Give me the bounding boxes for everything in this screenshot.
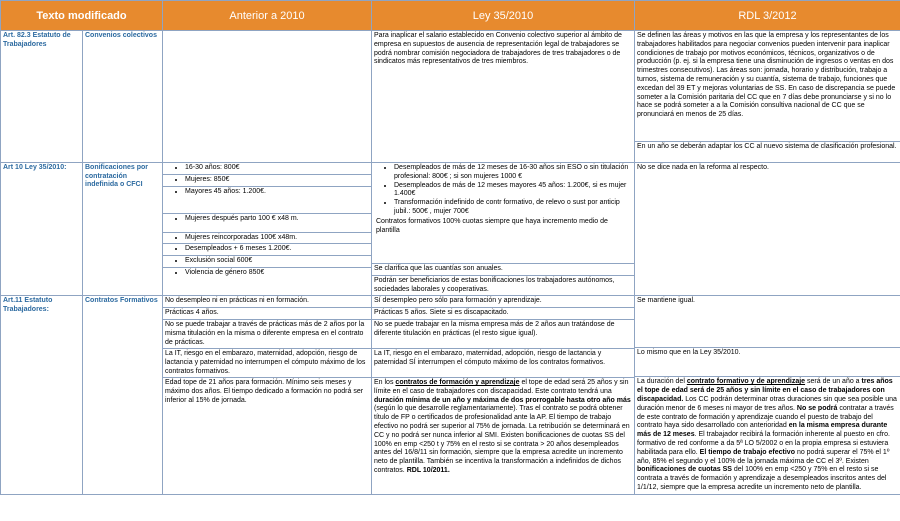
anterior-cell bbox=[163, 296, 372, 494]
header-anterior-2010: Anterior a 2010 bbox=[163, 1, 372, 31]
list-item: • 16-30 años: 800€ bbox=[163, 163, 371, 175]
list-item: No se puede trabajar en la misma empresa más de 2 años aun tratándose de diferente titulación en prácticas (el resto sigue igual). bbox=[372, 320, 634, 349]
topic-label: Convenios colectivos bbox=[83, 31, 163, 163]
list-item: Se mantiene igual. bbox=[635, 296, 900, 348]
list-item: • Mayores 45 años: 1.200€. bbox=[163, 187, 371, 214]
list-item: • Violencia de género 850€ bbox=[163, 268, 371, 279]
rdl-cell bbox=[635, 163, 900, 296]
topic-label: Contratos Formativos bbox=[83, 296, 163, 494]
ley-cell bbox=[372, 163, 635, 296]
list-item: • Desempleados de más de 12 meses mayores 45 años: 1.200€, si es mujer 1.400€ bbox=[394, 182, 632, 200]
article-label: Art. 82.3 Estatuto de Trabajadores bbox=[1, 31, 83, 163]
rdl-main-text: Se definen las áreas y motivos en las que la empresa y los representantes de los trabajadores habilitados para negociar convenios pueden intervenir para inaplicar condiciones de trabajo por motivos económicos, técnicos, organizativos o de producción (p. ej. si la empresa tiene una disminución de ingresos o ventas en dos trimestres consecutivos). Las áreas son: jornada, horario y distribución, trabajo a turnos, sistema de remuneración y su cuantía, sistema de trabajo, funciones que excedan del 39 ET y mejoras voluntarias de SS. En caso de discrepancia se puede someter a la Comisión paritaria del CC que en 7 días debe pronunciarse y si no lo hace se podrá someter a a la Comisión consultiva nacional de CC que se pronunciará en menos de 25 días. bbox=[635, 31, 900, 142]
list-item: • Mujeres: 850€ bbox=[163, 175, 371, 187]
anterior-cell-empty bbox=[163, 31, 372, 163]
list-item: Lo mismo que en la Ley 35/2010. bbox=[635, 348, 900, 377]
list-item: La IT, riesgo en el embarazo, maternidad, adopción, riesgo de lactancia y paternidad no interrumpen el cómputo máximo de los contratos formativos. bbox=[163, 349, 371, 378]
header-row bbox=[1, 1, 900, 31]
ley-text: Para inaplicar el salario establecido en Convenio colectivo superior al ámbito de empresa en supuestos de ausencia de representación legal de trabajadores se podrá nombrar comisión negociadora de trabajadores de tres trabajadores o de sindicatos más representativos de tres miembros. bbox=[374, 32, 622, 66]
rdl-cell bbox=[635, 296, 900, 494]
table-row-contratos-formativos bbox=[1, 296, 900, 494]
ley-cell bbox=[372, 296, 635, 494]
list-item: • Desempleados de más de 12 meses de 16-30 años sin ESO o sin titulación profesional: 800€ ; si son mujeres 1000 € bbox=[394, 164, 632, 182]
rdl-cell bbox=[635, 31, 900, 163]
header-texto-modificado: Texto modificado bbox=[1, 1, 163, 31]
ley-cell bbox=[372, 31, 635, 163]
rdl-text: No se dice nada en la reforma al respecto. bbox=[637, 164, 769, 171]
list-item: Prácticas 4 años. bbox=[163, 308, 371, 320]
list-item: Prácticas 5 años. Siete si es discapacitado. bbox=[372, 308, 634, 320]
list-item: • Transformación indefinido de contr formativo, de relevo o sust por anticip jubil.: 500€ , mujer 700€ bbox=[394, 199, 632, 217]
table-row-convenios bbox=[1, 31, 900, 163]
list-item: No desempleo ni en prácticas ni en formación. bbox=[163, 296, 371, 308]
table-row-bonificaciones bbox=[1, 163, 900, 296]
list-item: La IT, riesgo en el embarazo, maternidad, adopción, riesgo de lactancia y paternidad SÍ interrumpen el cómputo máximo de los contratos formativos. bbox=[372, 349, 634, 378]
topic-label: Bonificaciones por contratación indefinida o CFCI bbox=[83, 163, 163, 296]
ley-note: Se clarifica que las cuantías son anuales. bbox=[372, 264, 634, 276]
list-item: • Mujeres después parto 100 € x48 m. bbox=[163, 214, 371, 233]
article-label: Art 10 Ley 35/2010: bbox=[1, 163, 83, 296]
list-item: Sí desempleo pero sólo para formación y aprendizaje. bbox=[372, 296, 634, 308]
list-item: • Desempleados + 6 meses 1.200€. bbox=[163, 244, 371, 256]
list-item: Edad tope de 21 años para formación. Mínimo seis meses y máximo dos años. El tiempo dedicado a formación no podrá ser inferior al 15% de jornada. bbox=[165, 378, 364, 404]
list-item: La duración del contrato formativo y de aprendizaje será de un año a tres años el tope de edad será de 25 años y sin límite en el caso de trabajadores con discapacidad. Los CC podrán determinar otras duraciones sin que sea posible una duración menor de 6 meses ni mayor de tres años. No se podrá contratar a través de este contrato de formación y aprendizaje cuando el puesto de trabajo del contrato haya sido desarrollado con anterioridad en la misma empresa durante más de 12 meses. El trabajador recibirá la formación inherente al puesto en cfro. formativo de red conforme a da 5ª LO 5/2002 o en la propia empresa si estuviera habilitada para ello. El tiempo de trabajo efectivo no podrá superar el 75% el 1º año, 85% el segundo y el 100% de la jornada máxima de CC el 3º. Existen bonificaciones de cuotas SS del 100% en emp <250 y 75% en el resto si se contrata a través de formación y aprendizaje a desempleados inscritos antes del 1/1/12, siempre que la empresa acredite un incremento neto de plantilla. bbox=[637, 378, 897, 491]
list-item: • Exclusión social 600€ bbox=[163, 256, 371, 268]
header-rdl-3-2012: RDL 3/2012 bbox=[635, 1, 900, 31]
header-ley-35-2010: Ley 35/2010 bbox=[372, 1, 635, 31]
article-label: Art.11 Estatuto Trabajadores: bbox=[1, 296, 83, 494]
list-item: No se puede trabajar a través de prácticas más de 2 años por la misma titulación en la misma o diferente empresa en el contrato de prácticas. bbox=[163, 320, 371, 349]
anterior-cell bbox=[163, 163, 372, 296]
list-item: • Mujeres reincorporadas 100€ x48m. bbox=[163, 233, 371, 245]
list-item: En los contratos de formación y aprendizaje el tope de edad será 25 años y sin límite en el caso de trabajadores con discapacidad. Este contrato tendrá una duración mínima de un año y máxima de dos prorrogable hasta otro año más (según lo que desarrolle reglamentariamente). Tras el contrato se podrá obtener título de FP o certificados de profesionalidad ante la AP. El tiempo de trabajo efectivo no podrá ser superior al 75% de jornada. La retribución se determinará en CC y no podrá ser nunca inferior al SMI. Existen bonificaciones de cuotas SS del 100% en emp <250 t y 75% en el resto si se contrata > 20 años desempleados antes del 16/8/11 sin formación, siempre que la empresa acredite un incremento neto de plantilla. También se incentiva la transformación a indefinidos de dichos contratos. RDL 10/2011. bbox=[374, 378, 631, 474]
ley-note: Podrán ser beneficiarios de estas bonificaciones los trabajadores autónomos, sociedades laborales y cooperativas. bbox=[374, 276, 615, 293]
ley-note: Contratos formativos 100% cuotas siempre que haya incremento medio de plantilla bbox=[376, 217, 608, 234]
rdl-extra-text: En un año se deberán adaptar los CC al nuevo sistema de clasificación profesional. bbox=[637, 143, 897, 150]
